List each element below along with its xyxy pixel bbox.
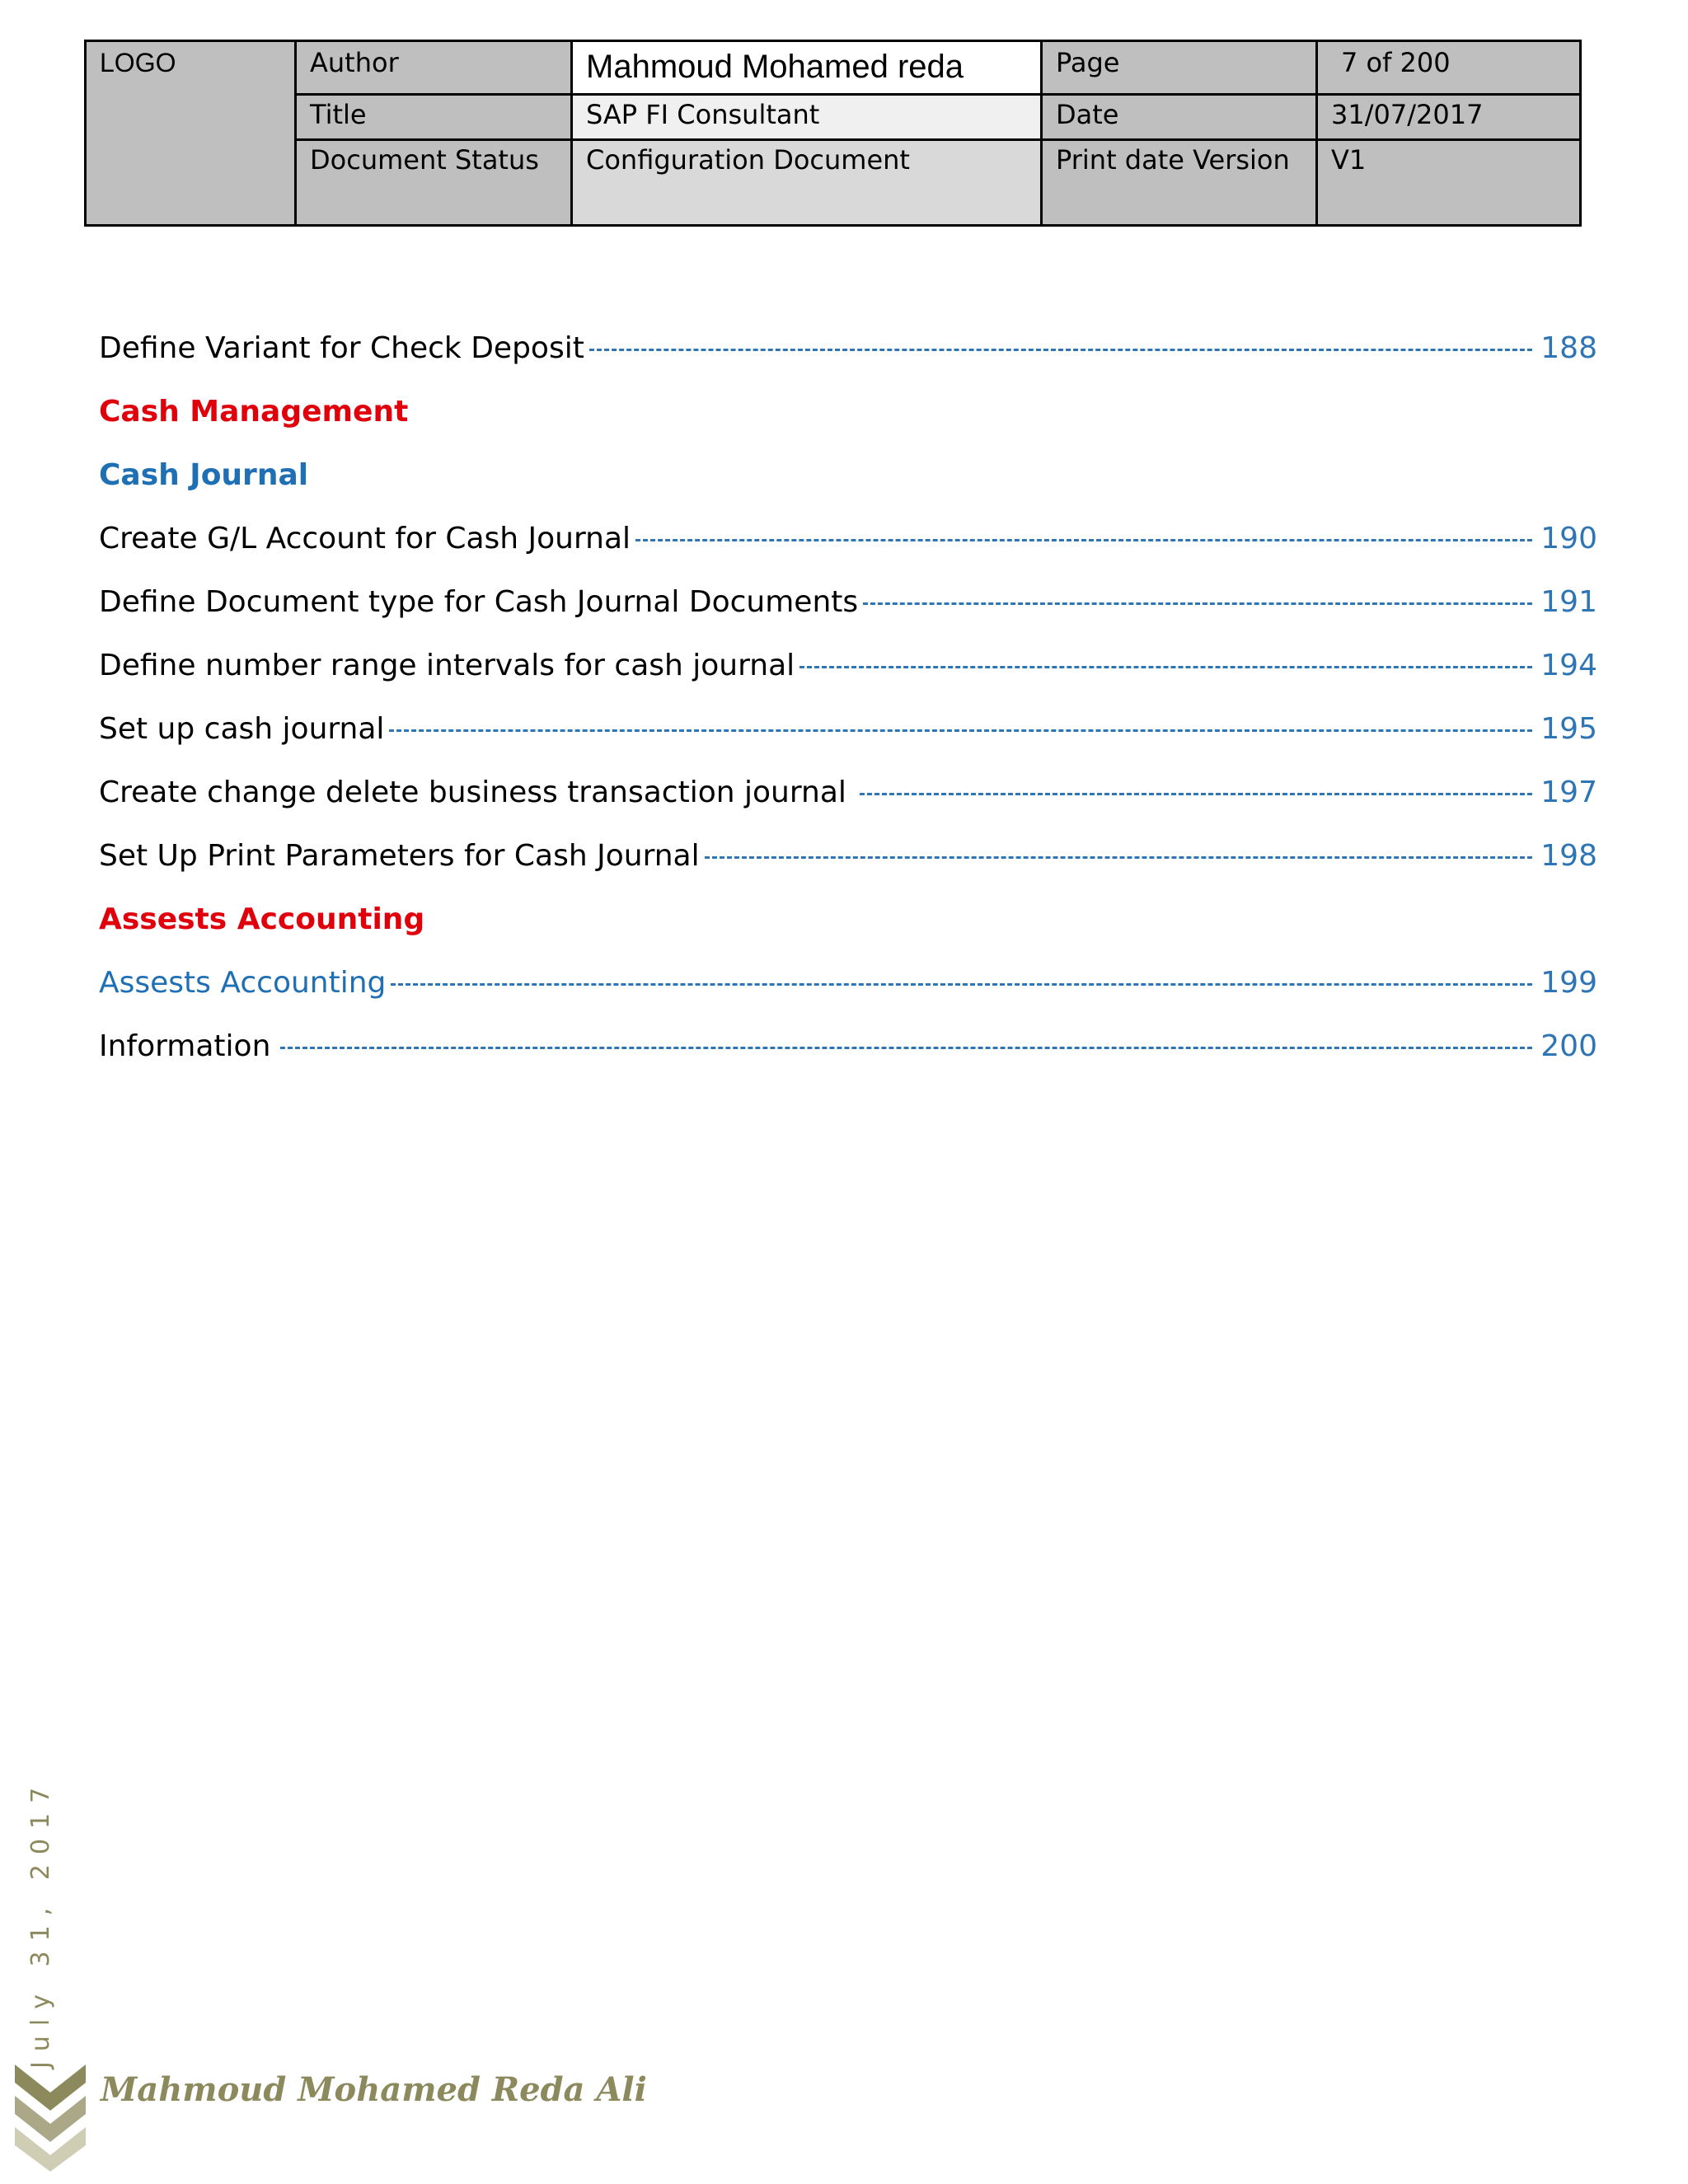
toc-entry-page: 190 — [1540, 522, 1597, 555]
vertical-date-label — [18, 1777, 55, 2069]
toc-entry-page: 195 — [1540, 712, 1597, 746]
date-label: Date — [1042, 95, 1317, 140]
toc-entry-define-document-type[interactable] — [99, 570, 1597, 634]
toc-entry-number-range-intervals[interactable] — [99, 634, 1597, 697]
toc-entry-label: Information — [99, 1029, 271, 1063]
toc-entry-set-up-cash-journal[interactable] — [99, 697, 1597, 761]
toc-leader-dots — [280, 1047, 1532, 1049]
author-label: Author — [296, 41, 572, 95]
document-status-label: Document Status — [296, 140, 572, 226]
section-heading-cash-management: Cash Management — [99, 395, 409, 429]
author-value: Mahmoud Mohamed reda — [572, 41, 1042, 95]
toc-entry-label: Assests Accounting — [99, 966, 387, 1000]
toc-leader-dots — [863, 602, 1532, 605]
logo-placeholder: LOGO — [86, 41, 296, 226]
toc-entry-page: 199 — [1540, 966, 1597, 1000]
toc-leader-dots — [705, 856, 1533, 859]
toc-entry-page: 200 — [1540, 1029, 1597, 1063]
toc-entry-label: Define Variant for Check Deposit — [99, 331, 584, 365]
version-value: V1 — [1317, 140, 1581, 226]
toc-entry-label: Create change delete business transaction journal — [99, 776, 846, 809]
toc-entry-label: Define Document type for Cash Journal Documents — [99, 585, 859, 619]
toc-entry-label: Create G/L Account for Cash Journal — [99, 522, 631, 555]
chevron-down-icon — [15, 2064, 86, 2172]
page-label: Page — [1042, 41, 1317, 95]
toc-entry-create-gl-account[interactable] — [99, 507, 1597, 570]
version-label: Print date Version — [1042, 140, 1317, 226]
toc-entry-page: 194 — [1540, 649, 1597, 682]
toc-entry-page: 197 — [1540, 776, 1597, 809]
toc-leader-dots — [589, 349, 1532, 351]
table-of-contents — [99, 316, 1597, 1078]
toc-leader-dots — [391, 983, 1532, 986]
toc-entry-assets-accounting[interactable] — [99, 951, 1597, 1015]
section-heading-cash-journal: Cash Journal — [99, 458, 309, 492]
toc-entry-check-deposit[interactable] — [99, 316, 1597, 380]
toc-entry-information[interactable] — [99, 1015, 1597, 1078]
toc-leader-dots — [635, 539, 1532, 541]
toc-entry-label: Set up cash journal — [99, 712, 385, 746]
section-heading-assets-accounting: Assests Accounting — [99, 902, 425, 936]
title-label: Title — [296, 95, 572, 140]
document-header-table — [84, 40, 1582, 227]
toc-entry-business-transaction-journal[interactable] — [99, 761, 1597, 824]
toc-entry-page: 198 — [1540, 839, 1597, 873]
toc-entry-page: 188 — [1540, 331, 1597, 365]
toc-entry-label: Define number range intervals for cash journal — [99, 649, 795, 682]
toc-leader-dots — [389, 729, 1532, 732]
vertical-date-text: July 31, 2017 — [26, 1777, 55, 2069]
page-value: 7 of 200 — [1317, 41, 1581, 95]
title-value: SAP FI Consultant — [572, 95, 1042, 140]
toc-entry-page: 191 — [1540, 585, 1597, 619]
toc-entry-print-parameters[interactable] — [99, 824, 1597, 888]
date-value: 31/07/2017 — [1317, 95, 1581, 140]
toc-leader-dots — [799, 666, 1532, 668]
document-status-value: Configuration Document — [572, 140, 1042, 226]
toc-entry-label: Set Up Print Parameters for Cash Journal — [99, 839, 700, 873]
author-signature: Mahmoud Mohamed Reda Ali — [101, 2070, 647, 2109]
toc-leader-dots — [860, 793, 1532, 795]
